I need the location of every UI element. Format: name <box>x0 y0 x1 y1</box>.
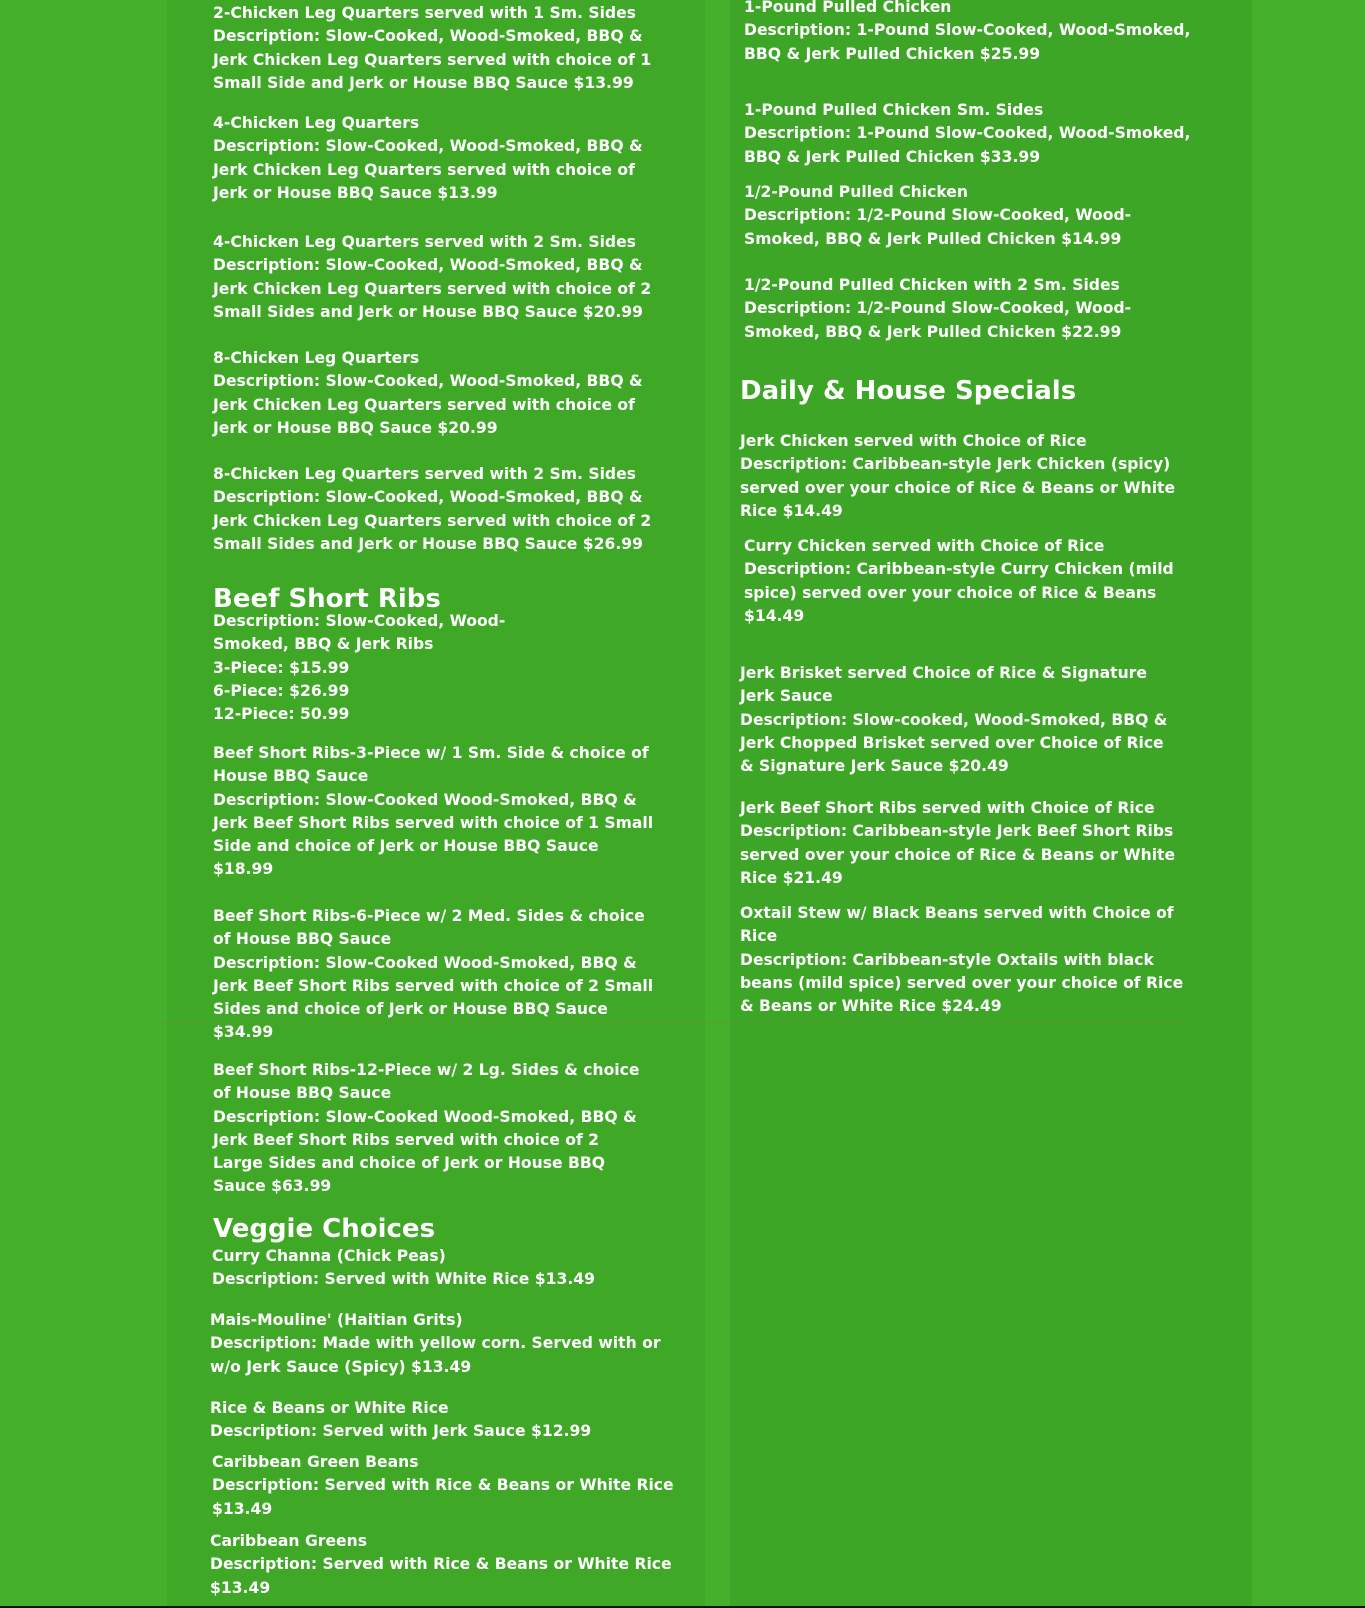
menu-item-line: Smoked, BBQ & Jerk Ribs <box>213 635 434 654</box>
menu-item-line: Smoked, BBQ & Jerk Pulled Chicken $14.99 <box>744 229 1122 248</box>
menu-item-line: served over your choice of Rice & Beans or White <box>740 478 1176 497</box>
menu-item-line: Side and choice of Jerk or House BBQ Sauce <box>213 837 599 856</box>
menu-item-line: 8-Chicken Leg Quarters <box>213 349 420 367</box>
menu-item-line: Description: 1/2-Pound Slow-Cooked, Wood- <box>744 206 1132 225</box>
menu-item-line: Description: Slow-cooked, Wood-Smoked, BBQ & <box>740 710 1168 729</box>
menu-item-line: beans (mild spice) served over your choice of Rice <box>740 973 1184 992</box>
menu-item-line: 1-Pound Pulled Chicken Sm. Sides <box>744 101 1044 119</box>
menu-item-line: Jerk Chicken Leg Quarters served with choice of 2 <box>213 279 652 298</box>
menu-item-line: Description: Served with White Rice $13.49 <box>212 1270 595 1289</box>
menu-item-line: Description: Slow-Cooked Wood-Smoked, BBQ & <box>213 790 637 809</box>
menu-item-line: Description: Caribbean-style Jerk Chicken (spicy) <box>740 455 1171 474</box>
special-item <box>740 662 1167 778</box>
beef-short-ribs-item <box>213 610 505 726</box>
menu-item-line: Small Sides and Jerk or House BBQ Sauce $26.99 <box>213 534 643 553</box>
menu-item-line: Rice <box>740 927 778 946</box>
menu-item-line: Jerk or House BBQ Sauce $20.99 <box>213 418 498 437</box>
special-item <box>740 797 1175 890</box>
veggie-item <box>210 1530 672 1600</box>
special-item <box>740 902 1183 1018</box>
menu-item-line: Jerk Chicken Leg Quarters served with choice of 1 <box>213 50 652 69</box>
menu-item-line: Jerk Beef Short Ribs served with choice of 2 <box>213 1130 600 1149</box>
menu-item-line: Jerk Beef Short Ribs served with Choice of Rice <box>740 799 1155 817</box>
veggie-item <box>210 1309 661 1379</box>
menu-item-line: 4-Chicken Leg Quarters <box>213 114 420 132</box>
menu-item-line: 1-Pound Pulled Chicken <box>744 0 952 16</box>
menu-item-line: Smoked, BBQ & Jerk Pulled Chicken $22.99 <box>744 322 1122 341</box>
menu-item-line: 4-Chicken Leg Quarters served with 2 Sm. Sides <box>213 233 636 251</box>
chicken-leg-item <box>213 112 643 205</box>
beef-short-ribs-item <box>213 1059 639 1199</box>
menu-item-line: Description: Served with Jerk Sauce $12.99 <box>210 1422 592 1441</box>
menu-item-line: Oxtail Stew w/ Black Beans served with Choice of <box>740 904 1174 922</box>
menu-item-line: Description: Served with Rice & Beans or White Rice <box>210 1555 672 1574</box>
menu-item-line: Description: 1-Pound Slow-Cooked, Wood-Smoked, <box>744 124 1191 143</box>
menu-item-line: & Signature Jerk Sauce $20.49 <box>740 757 1009 776</box>
beef-short-ribs-item <box>213 905 653 1045</box>
menu-item-line: Jerk Chicken Leg Quarters served with choice of 2 <box>213 511 652 530</box>
menu-item-line: Jerk or House BBQ Sauce $13.99 <box>213 183 498 202</box>
menu-item-line: Description: Caribbean-style Oxtails with black <box>740 950 1154 969</box>
menu-item-line: Sides and choice of Jerk or House BBQ Sauce <box>213 1000 608 1019</box>
menu-item-line: Beef Short Ribs-6-Piece w/ 2 Med. Sides & choice <box>213 907 645 925</box>
menu-item-line: Rice $14.49 <box>740 501 843 520</box>
menu-item-line: BBQ & Jerk Pulled Chicken $25.99 <box>744 44 1041 63</box>
menu-item-line: Description: Made with yellow corn. Served with or <box>210 1334 661 1353</box>
special-item <box>744 535 1174 628</box>
menu-item-line: $14.49 <box>744 606 805 625</box>
menu-item-line: $18.99 <box>213 860 274 879</box>
menu-item-line: $34.99 <box>213 1023 274 1042</box>
menu-item-line: Description: Caribbean-style Jerk Beef Short Ribs <box>740 822 1174 841</box>
menu-item-line: Small Side and Jerk or House BBQ Sauce $13.99 <box>213 73 634 92</box>
menu-item-line: $13.49 <box>212 1499 273 1518</box>
menu-item-line: 3-Piece: $15.99 <box>213 658 350 677</box>
pulled-chicken-item <box>744 181 1131 251</box>
chicken-leg-item <box>213 231 651 324</box>
menu-item-line: Beef Short Ribs-12-Piece w/ 2 Lg. Sides & choice <box>213 1061 640 1079</box>
menu-item-line: Jerk Chicken Leg Quarters served with choice of <box>213 395 635 414</box>
menu-item-line: Jerk Chopped Brisket served over Choice of Rice <box>740 733 1164 752</box>
menu-item-line: Jerk Brisket served Choice of Rice & Signature <box>740 664 1147 682</box>
menu-item-line: Description: Slow-Cooked, Wood-Smoked, BBQ & <box>213 256 643 275</box>
menu-item-line: 2-Chicken Leg Quarters served with 1 Sm. Sides <box>213 4 636 22</box>
pulled-chicken-item <box>744 0 1190 66</box>
menu-item-line: Description: Slow-Cooked, Wood-Smoked, BBQ & <box>213 27 643 46</box>
menu-item-line: Description: 1-Pound Slow-Cooked, Wood-Smoked, <box>744 21 1191 40</box>
chicken-leg-item <box>213 2 651 95</box>
menu-item-line: & Beans or White Rice $24.49 <box>740 997 1002 1016</box>
menu-item-line: w/o Jerk Sauce (Spicy) $13.49 <box>210 1357 472 1376</box>
beef-short-ribs-item <box>213 742 653 882</box>
menu-item-line: Rice & Beans or White Rice <box>210 1399 449 1417</box>
menu-item-line: Small Sides and Jerk or House BBQ Sauce $20.99 <box>213 302 643 321</box>
section-heading-daily-house-specials: Daily & House Specials <box>740 376 1077 406</box>
menu-item-line: Description: Slow-Cooked, Wood-Smoked, BBQ & <box>213 488 643 507</box>
chicken-leg-item <box>213 463 651 556</box>
veggie-item <box>212 1245 595 1292</box>
menu-item-line: Mais-Mouline' (Haitian Grits) <box>210 1311 463 1329</box>
menu-item-line: spice) served over your choice of Rice & Beans <box>744 583 1157 602</box>
menu-item-line: Jerk Chicken served with Choice of Rice <box>740 432 1087 450</box>
menu-item-line: Description: 1/2-Pound Slow-Cooked, Wood- <box>744 299 1132 318</box>
menu-item-line: served over your choice of Rice & Beans or White <box>740 845 1176 864</box>
menu-item-line: Description: Slow-Cooked Wood-Smoked, BBQ & <box>213 1107 637 1126</box>
menu-item-line: Caribbean Green Beans <box>212 1453 419 1471</box>
menu-item-line: $13.49 <box>210 1578 271 1597</box>
menu-item-line: Description: Caribbean-style Curry Chicken (mild <box>744 560 1174 579</box>
menu-item-line: Curry Chicken served with Choice of Rice <box>744 537 1105 555</box>
menu-item-line: of House BBQ Sauce <box>213 930 392 949</box>
menu-item-line: Beef Short Ribs-3-Piece w/ 1 Sm. Side & choice of <box>213 744 649 762</box>
menu-item-line: Curry Channa (Chick Peas) <box>212 1247 446 1265</box>
menu-item-line: Description: Served with Rice & Beans or White Rice <box>212 1476 674 1495</box>
menu-item-line: 8-Chicken Leg Quarters served with 2 Sm. Sides <box>213 465 636 483</box>
menu-item-line: 12-Piece: 50.99 <box>213 705 350 724</box>
menu-item-line: Jerk Beef Short Ribs served with choice of 2 Small <box>213 976 654 995</box>
menu-item-line: Rice $21.49 <box>740 868 843 887</box>
menu-item-line: House BBQ Sauce <box>213 767 369 786</box>
menu-item-line: of House BBQ Sauce <box>213 1084 392 1103</box>
menu-item-line: Description: Slow-Cooked, Wood- <box>213 612 506 630</box>
pulled-chicken-item <box>744 274 1131 344</box>
veggie-item <box>210 1397 591 1444</box>
menu-item-line: 1/2-Pound Pulled Chicken with 2 Sm. Sides <box>744 276 1120 294</box>
menu-item-line: 6-Piece: $26.99 <box>213 681 350 700</box>
menu-item-line: Jerk Beef Short Ribs served with choice of 1 Small <box>213 813 654 832</box>
section-heading-veggie-choices: Veggie Choices <box>213 1214 436 1244</box>
veggie-item <box>212 1451 674 1521</box>
menu-item-line: Jerk Sauce <box>740 687 833 706</box>
menu-item-line: BBQ & Jerk Pulled Chicken $33.99 <box>744 147 1041 166</box>
menu-item-line: Description: Slow-Cooked, Wood-Smoked, BBQ & <box>213 372 643 391</box>
pulled-chicken-item <box>744 99 1190 169</box>
menu-item-line: Large Sides and choice of Jerk or House BBQ <box>213 1154 606 1173</box>
menu-item-line: Description: Slow-Cooked Wood-Smoked, BBQ & <box>213 953 637 972</box>
menu-item-line: Description: Slow-Cooked, Wood-Smoked, BBQ & <box>213 137 643 156</box>
menu-item-line: Sauce $63.99 <box>213 1177 332 1196</box>
chicken-leg-item <box>213 347 643 440</box>
menu-item-line: Caribbean Greens <box>210 1532 367 1550</box>
section-heading-beef-short-ribs: Beef Short Ribs <box>213 584 441 614</box>
menu-item-line: 1/2-Pound Pulled Chicken <box>744 183 968 201</box>
menu-item-line: Jerk Chicken Leg Quarters served with choice of <box>213 160 635 179</box>
special-item <box>740 430 1175 523</box>
